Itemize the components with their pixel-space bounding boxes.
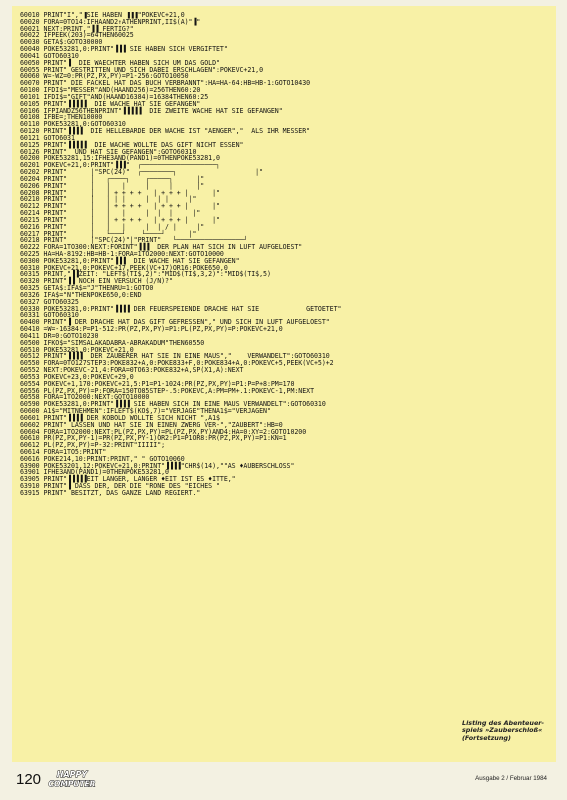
code-line: 60101 IFDI$="GIFT"AND(HAAND16384)=16384THEN60:25 xyxy=(20,92,209,101)
code-line: 60512 PRINT"▐▐▐▐ DER ZAUBERER HAT SIE IN EINE MAUS"," VERWANDELT":GOTO60310 xyxy=(20,352,330,361)
code-line: 60108 IFBE=;THEN10000 xyxy=(20,113,103,122)
code-line: 60216 PRINT" | | | | | / | |" xyxy=(20,222,205,231)
code-line: 60330 POKE53281,0:PRINT"▐▐▐▐ DER FEUERSPEIENDE DRACHE HAT SIE GETOETET" xyxy=(20,304,342,313)
code-line: 60022 IFPEEK(203)=64THEN60025 xyxy=(20,31,134,40)
code-line: 60325 GETA$:IFA$="J"THENRU=1:GOTO0 xyxy=(20,284,154,293)
code-line: 60222 FORA=1TO300:NEXT:FORINT"▐▐▐ DER PLAN HAT SICH IN LUFT AUFGELOEST" xyxy=(20,243,303,252)
code-line: 60552 NEXT:POKEVC-21,4:FORA=0TO63:POKE832+A,SP(X1,A):NEXT xyxy=(20,366,244,375)
code-line: 63901 IFHE3AND(PAND1)=0THENPOKE53281,0 xyxy=(20,468,169,477)
code-line: 60070 PRINT" DIE FACKEL HAT DAS BUCH VERBRANNT":HA=HA-64:HB=HB-1:GOTO10430 xyxy=(20,79,311,88)
code-line: 60208 PRINT" | | + + + + | + + + | |" xyxy=(20,188,220,197)
code-line: 60590 POKE53281,0:PRINT"▐▐▐▐ SIE HABEN SICH IN EINE MAUS VERWANDELT":GOTO60310 xyxy=(20,400,326,409)
code-line: 60602 PRINT" LASSEN UND HAT SIE IN EINEN ZWERG VER-","ZAUBERT":HB=0 xyxy=(20,420,283,429)
code-line: 60125 PRINT"▐▐▐▐▐ DIE WACHE WOLLTE DAS GIFT NICHT ESSEN" xyxy=(20,140,244,149)
caption-line-2: spiels »Zauberschloß« xyxy=(462,726,543,735)
code-line: 60110 POKE53281,0:GOTO60310 xyxy=(20,120,126,129)
code-line: 60510 POKE53281,0:POKEVC+21,0 xyxy=(20,345,134,354)
code-line: 60215 PRINT" | | + + + + | + + + | |" xyxy=(20,215,220,224)
code-line: 60210 PRINT" | | | | | | | |" xyxy=(20,195,197,204)
page-number: 120 xyxy=(16,771,42,788)
code-line: 60121 GOTO6031 xyxy=(20,133,75,142)
code-line: 60614 FORA=1TO5:PRINT" xyxy=(20,448,107,456)
code-line: 60106 IFPIANDZ56THENPRINT"▐▐▐▐▐ DIE ZWEITE WACHE HAT SIE GEFANGEN" xyxy=(20,106,283,115)
code-line: 63915 PRINT" BESITZT, DAS GANZE LAND REGIERT." xyxy=(20,488,201,497)
code-line: 60040 POKE53281,0:PRINT"▐▐▐ SIE HABEN SICH VERGIFTET" xyxy=(20,45,228,54)
code-line: 60320 PRINT"▐▐ NOCH EIN VERSUCH (J/N)?" xyxy=(20,277,173,286)
code-line: 60331 GOTO60310 xyxy=(20,311,79,320)
code-line: 60120 PRINT"▐▐▐▐ DIE HELLEBARDE DER WACHE IST "AENGER"," ALS IHR MESSER" xyxy=(20,127,311,136)
code-line: 60010 PRINT"I","▐SIE HABEN ▐▐▐"POKEVC+21,0 xyxy=(20,12,185,19)
code-line: 60100 IFDI$="MESSER"AND(HAAND256)=256THEN60:20 xyxy=(20,86,201,95)
code-line: 60218 PRINT" |"SPC(24)"|"PRINT" └─────────────────┘ xyxy=(20,236,248,245)
listing-caption xyxy=(462,720,554,742)
code-line: 60400 PRINT"▐ DER DRACHE HAT DAS GIFT GEFRESSEN"," UND SICH IN LUFT AUFGELOEST" xyxy=(20,318,330,327)
code-line: 60105 PRINT"▐▐▐▐▐ DIE WACHE HAT SIE GEFANGEN" xyxy=(20,99,201,108)
caption-line-3: (Fortsetzung) xyxy=(462,733,511,742)
code-line: 60126 PRINT" UND HAT SIE GEFANGEN":GOTO60310 xyxy=(20,147,197,156)
code-line: 60214 PRINT" | | | | | | |" xyxy=(20,209,201,218)
code-line: 60411 DR=0:GOTO10230 xyxy=(20,331,99,340)
code-line: 60326 IFA$="N"THENPOKE650,0:END xyxy=(20,290,142,299)
code-line: 60550 FORA=0TO127STEP3:POKE832+A,0:POKE833+F,0:POKE834+A,0:POKEVC+5,PEEK(VC+5)+2 xyxy=(20,359,334,368)
code-line: 60217 PRINT" | └───┘ └────┘ |" xyxy=(20,229,197,238)
code-line: 60604 FORA=1TO2000:NEXT:PL(PZ,PX,PY)=PL(PZ,PX,PY)AND4:HA=0:XY=2:GOTO10200 xyxy=(20,427,307,436)
code-line: 60206 PRINT" | | | | | |" xyxy=(20,181,205,190)
page-footer xyxy=(0,762,567,800)
code-line: 63910 PRINT"▐ DASS DER, DER DIE "RONE DES "EICHES " xyxy=(20,482,220,491)
code-line: 60554 POKEVC+1,170:POKEVC+21,5:P1=P1-1024:PR(PZ,PX,PY)=P1:P=P+8:PM=170 xyxy=(20,379,295,388)
code-line: 60300 POKE53281,0:PRINT"▐▐▐ DIE WACHE HAT SIE GEFANGEN" xyxy=(20,256,240,265)
code-line: 60212 PRINT" | | + + + + | + + + | |" xyxy=(20,202,220,211)
code-line: 60556 PL(PZ,PX,PY)=P:FORA=150TO85STEP-.5:POKEVC,A:PM=PM+.1:POKEVC-1,PM:NEXT xyxy=(20,386,314,395)
code-line: 60225 HA=HA-8192:HB=HB-1:FORA=1TO2000:NEXT:GOTO10000 xyxy=(20,249,224,258)
code-line: 60204 PRINT" | ┌────┐ ┌─────┐ |" xyxy=(20,174,205,183)
magazine-logo xyxy=(44,768,100,790)
code-line: 60610 PR(PZ,PX,PY-1)=PR(PZ,PX,PY-1)OR2:P1=P1OR8:PR(PZ,PX,PY)=P1:KN=1 xyxy=(20,434,287,443)
code-line: 60315 PRINT,"▐▐ZEIT: "LEFT$(TI$,2)":"MID$(TI$,3,2)":"MID$(TI$,5) xyxy=(20,270,271,279)
code-line: 60410 =W=-16384:P=P1-512:PR(PZ,PX,PY)=P1:PL(PZ,PX,PY)=P:POKEVC+21,0 xyxy=(20,325,283,334)
code-line: 60202 PRINT" |"SPC(24)" ┌────────┐ |" xyxy=(20,168,264,177)
code-line: 60612 PL(PZ,PX,PY)=P-32:PRINT"IIIII"; xyxy=(20,441,166,450)
logo-happy: HAPPY xyxy=(56,770,88,779)
code-line: 63900 POKE53201,12:POKEVC+21,0:PRINT"▐▐▐▐"CHR$(14),""AS ♦AUBERSCHLOSS" xyxy=(20,461,295,470)
code-line: 60500 IFKO$="SIMSALAKADABRA-ABRAKADUM"THEN60550 xyxy=(20,338,205,347)
code-line: 60021 NEXT:PRINT,"▐▐ FERTIG?" xyxy=(20,24,134,33)
code-line: 60041 GOTO60310 xyxy=(20,51,79,60)
code-line: 60310 POKEVC+21,0:POKEVC+17,PEEK(VC+17)OR16:POKE650,0 xyxy=(20,263,228,272)
caption-line-1: Listing des Abenteuer- xyxy=(462,719,545,727)
basic-code-listing xyxy=(20,12,550,752)
code-line: 63905 PRINT"▐▐▐▐▐EIT LANGER, LANGER ♦EIT IST ES ♦ITTE," xyxy=(20,475,236,484)
code-line: 60601 PRINT"▐▐▐▐ DER KOBOLD WOLLTE SICH NICHT ",A1$ xyxy=(20,413,220,422)
code-line: 60030 GETA$:GOTO30000 xyxy=(20,38,103,47)
code-line: 60553 POKEVC+23,0:POKEVC+29,0 xyxy=(20,372,134,381)
code-line: 60050 PRINT"▐ DIE WAECHTER HABEN SICH UM DAS GOLD" xyxy=(20,58,220,67)
code-line: 60060 W=-WZ=0:PR(PZ,PX,PY)=P1-256:GOTO10050 xyxy=(20,72,189,81)
code-line: 60327 GOTO60325 xyxy=(20,297,79,306)
code-line: 60558 FORA=1TO2000:NEXT:GOTO10000 xyxy=(20,393,150,402)
code-line: 60201 POKEVC+21,0:PRINT"▐▐▐" ┌───────────────────┐ xyxy=(20,161,220,170)
logo-computer: COMPUTER xyxy=(48,779,96,789)
code-line: 60020 FORA=0TO14:IFHAAND2↑ATHENPRINT,II$(A)"▐" xyxy=(20,17,201,26)
code-line: 60200 POKE53281,15:IFHE3AND(PAND1)=0THENPOKE53281,0 xyxy=(20,154,220,163)
issue-label: Ausgabe 2 / Februar 1984 xyxy=(475,775,547,782)
code-line: 60055 PRINT" GESTRITTEN UND SICH DABEI ERSCHLAGEN":POKEVC+21,0 xyxy=(20,65,264,74)
code-line: 60600 A1$="MITNEHMEN":IFLEFT$(KO$,7)="VERJAGE"THENA1$="VERJAGEN" xyxy=(20,407,271,416)
code-line: 60616 POKE214,10:PRINT:PRINT," " GOTO10060 xyxy=(20,454,185,463)
